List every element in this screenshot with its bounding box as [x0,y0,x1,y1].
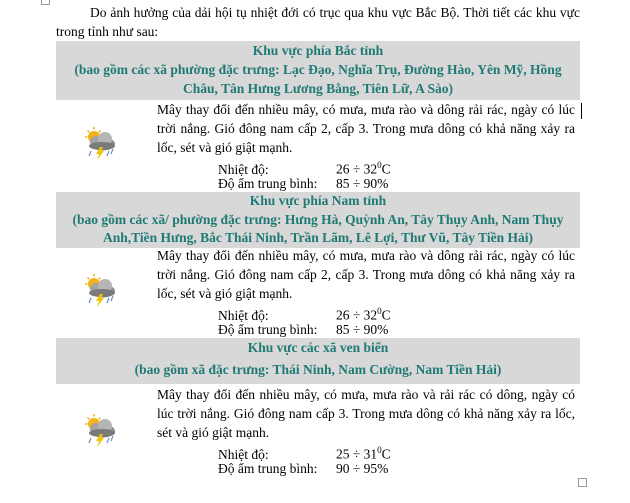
temperature-label: Nhiệt độ: [218,161,269,177]
temperature-unit: C [381,446,391,462]
thunderstorm-icon [82,126,118,160]
intro-paragraph: Do ảnh hưởng của dải hội tụ nhiệt đới có trục qua khu vực Bắc Bộ. Thời tiết các khu vực trong tỉnh như sau: [56,5,580,39]
region-coastal-header [56,338,580,384]
region-coastal-body [56,385,580,483]
text-cursor [581,103,582,119]
temperature-label: Nhiệt độ: [218,307,269,323]
weather-description: Mây thay đổi đến nhiều mây, có mưa, mưa rào và rải rác có dông, ngày có lúc trời nắng. Gió đông nam cấp 3. Trong mưa dông có khả năng xảy ra lốc, sét và gió giật mạnh. [157,387,575,440]
humidity-value: 90 ÷ 95% [336,461,389,476]
page-corner-marker [578,478,587,487]
region-title: Khu vực phía Bắc tỉnh [252,43,384,58]
region-title: Khu vực phía Nam tỉnh [249,193,387,208]
humidity-value: 85 ÷ 90% [336,322,389,337]
humidity-label: Độ ẩm trung bình: [218,176,318,191]
temperature-value: 26 ÷ 32 [336,307,378,323]
weather-description: Mây thay đổi đến nhiều mây, có mưa, mưa rào và dông rải rác, ngày có lúc trời nắng. Gió đông nam cấp 2, cấp 3. Trong mưa dông có khả năng xảy ra lốc, sét và gió giật mạnh. [157,248,575,301]
region-south-body [56,247,580,339]
temperature-value: 25 ÷ 31 [336,446,378,462]
humidity-row [218,459,388,478]
region-subtitle: (bao gồm các xã/ phường đặc trưng: Hưng Hà, Quỳnh An, Tây Thụy Anh, Nam Thụy Anh,Tiền Hưng, Bắc Thái Ninh, Trần Lãm, Lê Lợi, Thư Vũ, Tây Tiền Hải) [72,211,564,245]
temperature-unit: C [381,307,391,323]
region-subtitle: (bao gồm các xã phường đặc trưng: Lạc Đạo, Nghĩa Trụ, Đường Hào, Yên Mỹ, Hồng Châu, Tân Hưng Lương Bằng, Tiên Lữ, A Sào) [74,62,562,96]
humidity-label: Độ ẩm trung bình: [218,461,318,476]
temperature-degree: 0 [377,445,382,455]
thunderstorm-icon [82,413,118,447]
humidity-row [218,320,388,339]
temperature-degree: 0 [377,306,382,316]
region-subtitle: (bao gồm xã đặc trưng: Thái Ninh, Nam Cường, Nam Tiền Hải) [134,362,502,377]
thunderstorm-icon [82,273,118,307]
region-north-body [56,100,580,195]
region-north-header [56,41,580,100]
region-south-header [56,192,580,248]
temperature-label: Nhiệt độ: [218,446,269,462]
page-corner-marker [41,0,50,5]
temperature-degree: 0 [377,160,382,170]
temperature-unit: C [381,161,391,177]
weather-description: Mây thay đổi đến nhiều mây, có mưa, mưa rào và dông rải rác, ngày có lúc trời nắng. Gió đông nam cấp 2, cấp 3. Trong mưa dông có khả năng xảy ra lốc, sét và gió giật mạnh. [157,102,575,155]
humidity-row [218,174,388,193]
humidity-value: 85 ÷ 90% [336,176,389,191]
humidity-label: Độ ẩm trung bình: [218,322,318,337]
temperature-value: 26 ÷ 32 [336,161,378,177]
region-title: Khu vực các xã ven biển [247,340,389,355]
